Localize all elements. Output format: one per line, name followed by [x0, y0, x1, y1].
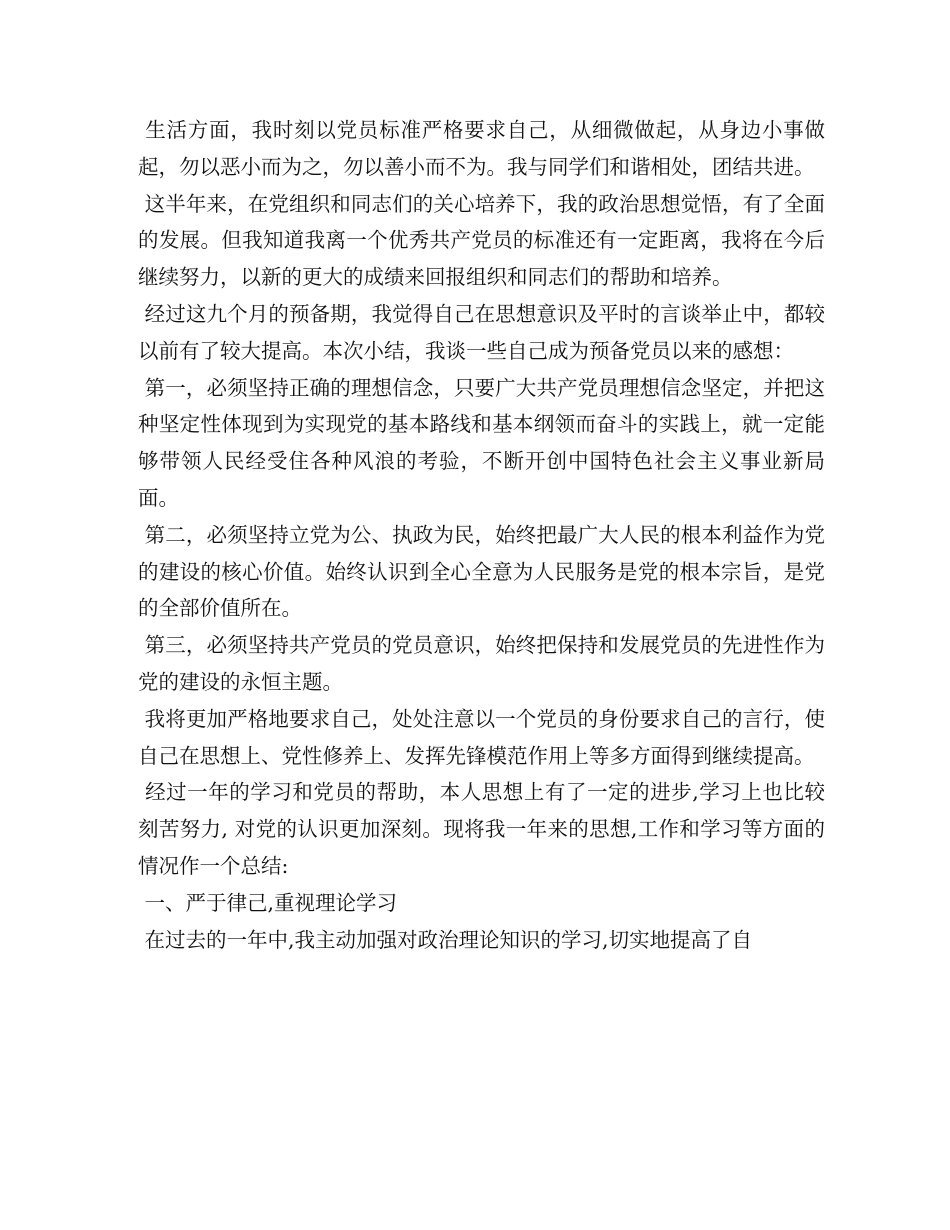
paragraph-probation: 经过这九个月的预备期，我觉得自己在思想意识及平时的言谈举止中，都较以前有了较大提高。本次小结，我谈一些自己成为预备党员以来的感想：	[138, 301, 825, 363]
paragraph-commitment: 我将更加严格地要求自己，处处注意以一个党员的身份要求自己的言行，使自己在思想上、党性修养上、发挥先锋模范作用上等多方面得到继续提高。	[138, 706, 825, 768]
paragraph-half-year: 这半年来，在党组织和同志们的关心培养下，我的政治思想觉悟，有了全面的发展。但我知道我离一个优秀共产党员的标准还有一定距离，我将在今后继续努力，以新的更大的成绩来回报组织和同志们的帮助和培养。	[138, 191, 825, 290]
document-body	[138, 112, 825, 958]
paragraph-theory-study: 在过去的一年中,我主动加强对政治理论知识的学习,切实地提高了自	[138, 927, 753, 952]
paragraph-first-point: 第一，必须坚持正确的理想信念，只要广大共产党员理想信念坚定，并把这种坚定性体现到为实现党的基本路线和基本纲领而奋斗的实践上，就一定能够带领人民经受住各种风浪的考验，不断开创中国特色社会主义事业新局面。	[138, 375, 825, 510]
paragraph-second-point: 第二，必须坚持立党为公、执政为民，始终把最广大人民的根本利益作为党的建设的核心价值。始终认识到全心全意为人民服务是党的根本宗旨，是党的全部价值所在。	[138, 522, 825, 621]
paragraph-life-aspect: 生活方面，我时刻以党员标准严格要求自己，从细微做起，从身边小事做起，勿以恶小而为之，勿以善小而不为。我与同学们和谐相处，团结共进。	[138, 118, 825, 179]
paragraph-third-point: 第三，必须坚持共产党员的党员意识，始终把保持和发展党员的先进性作为党的建设的永恒主题。	[138, 633, 825, 694]
section-heading-discipline: 一、严于律己,重视理论学习	[138, 890, 398, 915]
paragraph-year-summary: 经过一年的学习和党员的帮助，本人思想上有了一定的进步,学习上也比较刻苦努力, 对党的认识更加深刻。现将我一年来的思想,工作和学习等方面的情况作一个总结:	[138, 780, 825, 878]
